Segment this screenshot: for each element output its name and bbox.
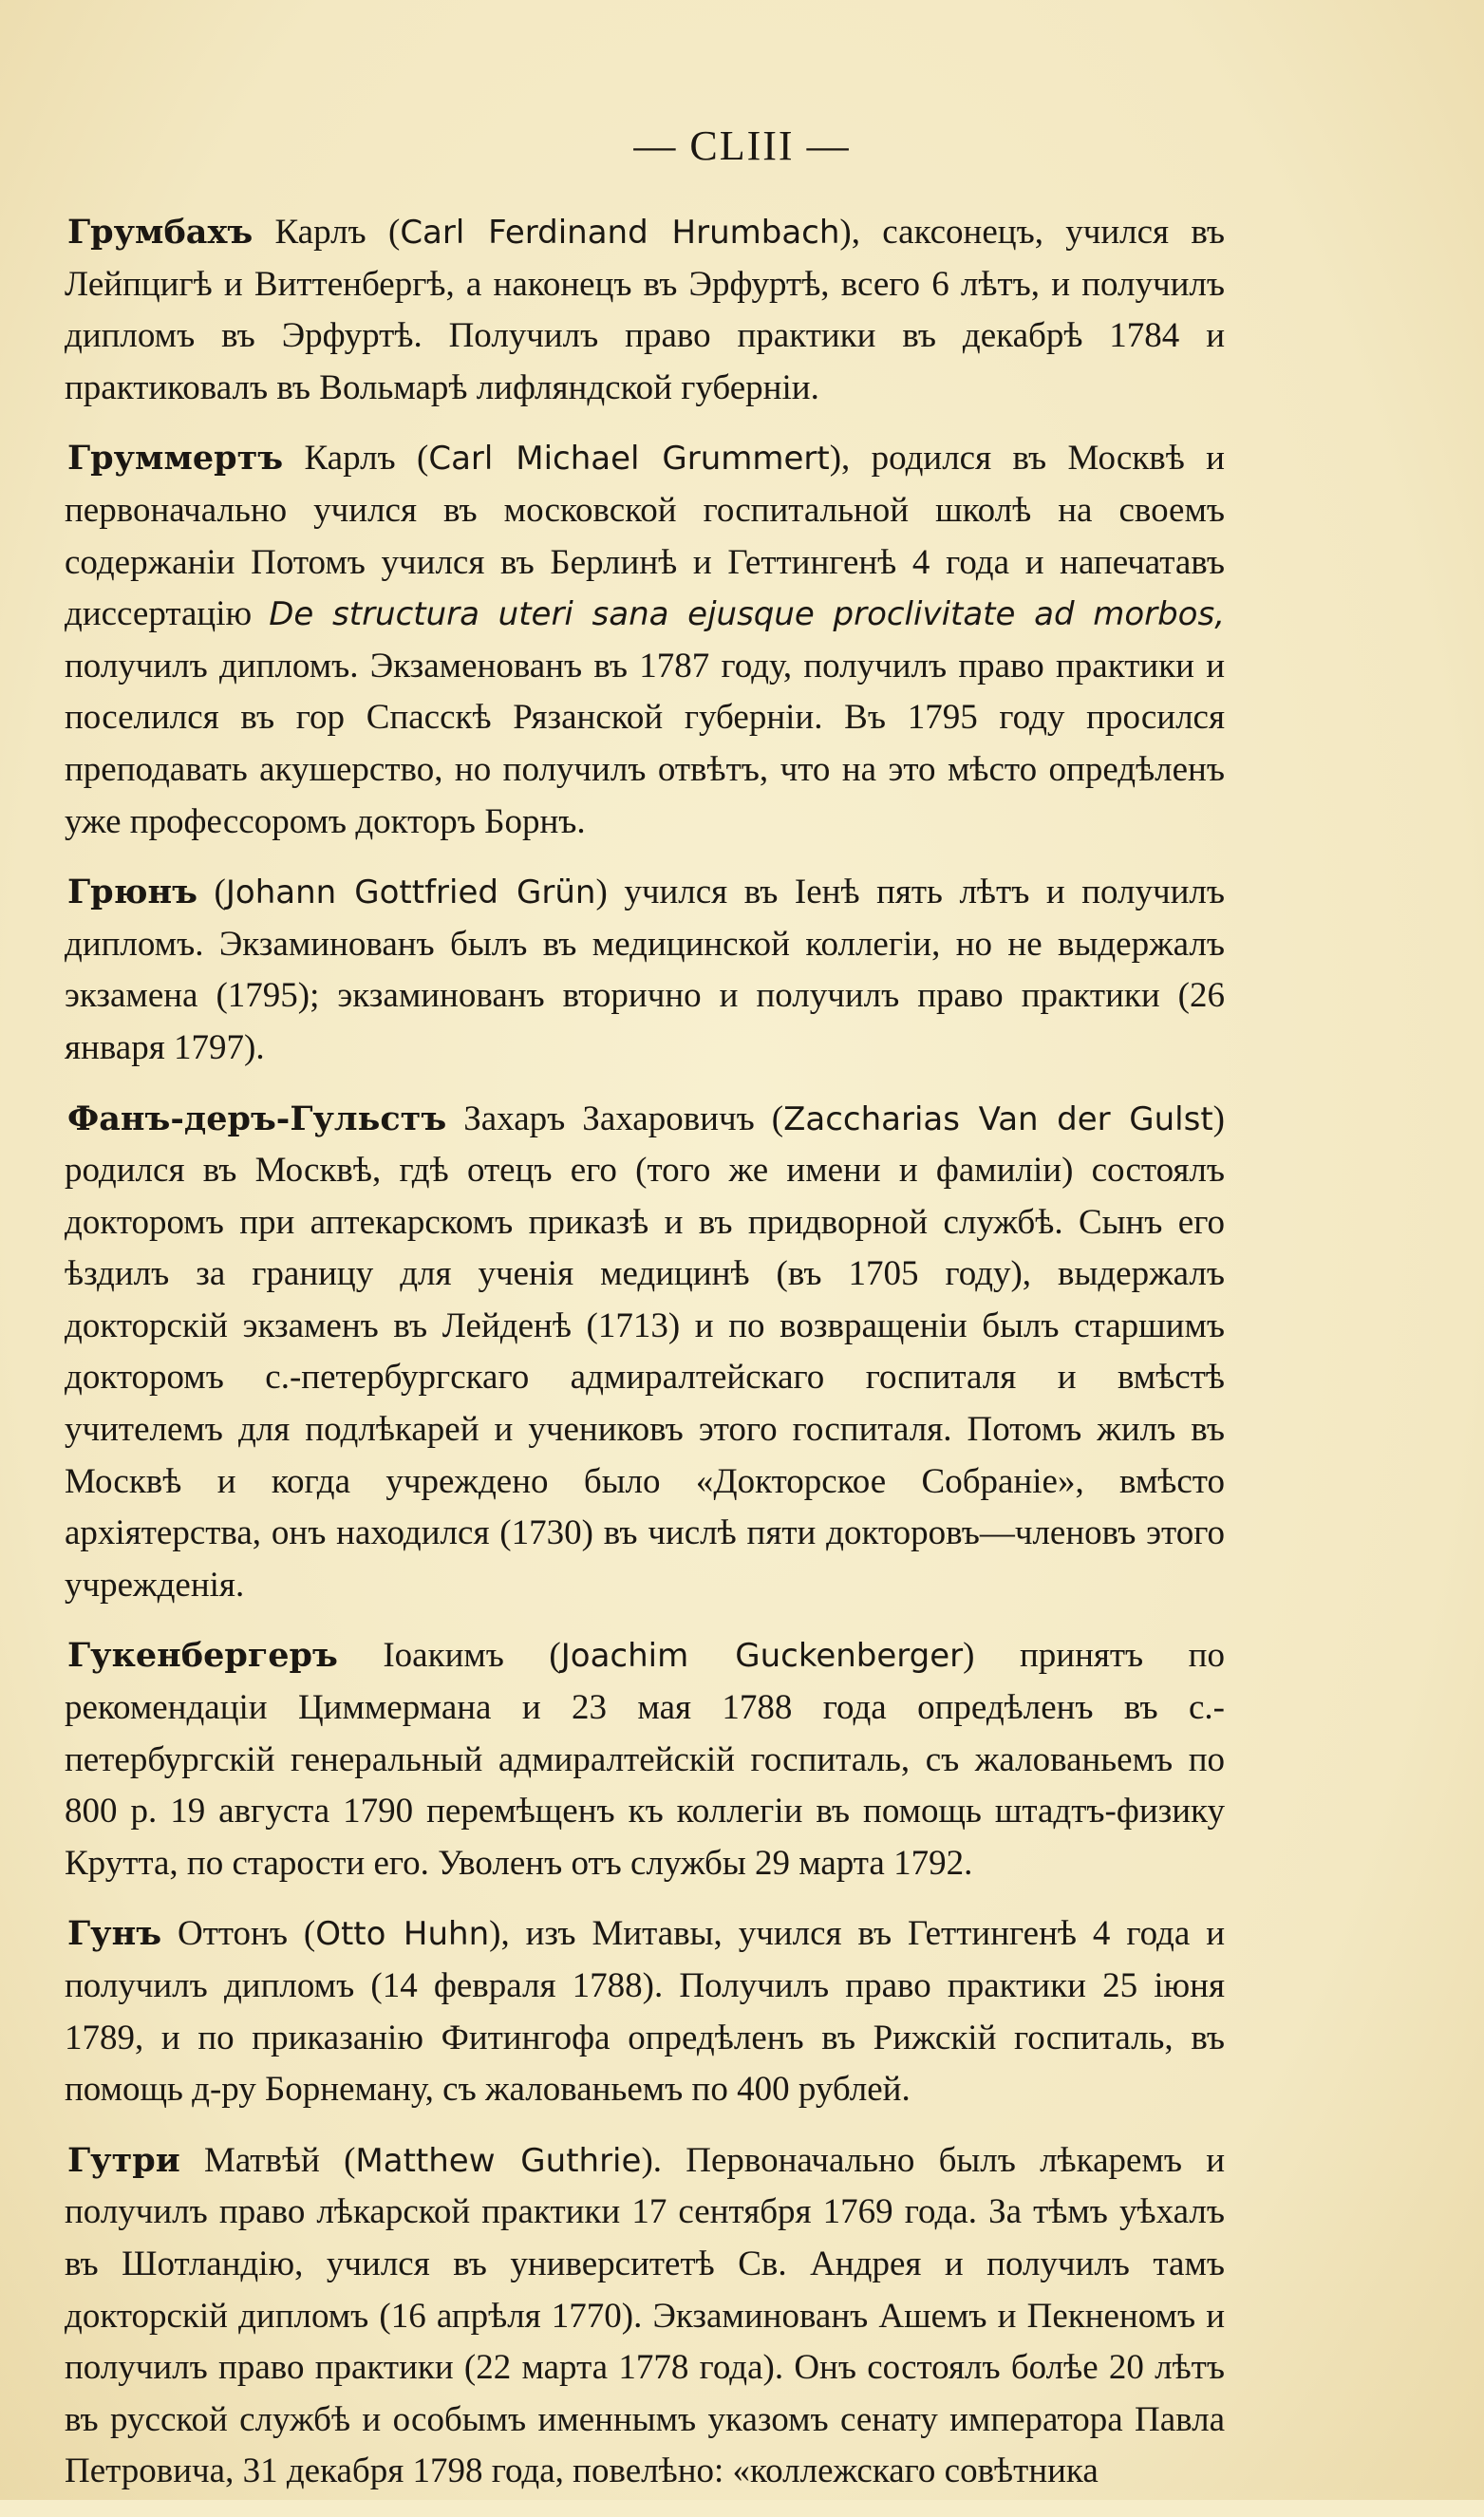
entry-name: Грумбахъ bbox=[67, 213, 254, 252]
entry-name: Гукенбергеръ bbox=[67, 1636, 338, 1676]
entry-text: ) учился въ Іенѣ пять лѣтъ и получилъ дипломъ. Экзаминованъ былъ въ медицинской коллегіи, но не выдержалъ экзамена (1795); экзаминованъ вторично и получилъ право практики (26 января 1797). bbox=[65, 873, 1225, 1067]
entry-text: Карлъ ( bbox=[283, 439, 429, 479]
entry-paragraph bbox=[65, 433, 1225, 848]
entry-text: ). Первоначально былъ лѣкаремъ и получилъ право лѣкарской практики 17 сентября 1769 года. За тѣмъ уѣхалъ въ Шотландію, учился въ университетѣ Св. Андрея и получилъ тамъ докторскій дипломъ (16 апрѣля 1770). Экзаминованъ Ашемъ и Пекненомъ и получилъ право практики (22 марта 1778 года). Онъ состоялъ болѣе 20 лѣтъ въ русской службѣ и особымъ именнымъ указомъ сенату императора Павла Петровича, 31 декабря 1798 года, повелѣно: «коллежскаго совѣтника bbox=[65, 2140, 1225, 2491]
entry-name: Фанъ-деръ-Гульстъ bbox=[67, 1099, 447, 1138]
entry-name: Гутри bbox=[67, 2140, 180, 2180]
entry-paragraph bbox=[65, 1630, 1225, 1889]
entry-text: Оттонъ ( bbox=[161, 1914, 316, 1954]
entry-paragraph bbox=[65, 1094, 1225, 1612]
latin-name: Carl Ferdinand Hrumbach bbox=[400, 214, 840, 252]
entry-paragraph bbox=[65, 867, 1225, 1074]
entry-text: Іоакимъ ( bbox=[337, 1636, 561, 1676]
entry-text: Карлъ ( bbox=[253, 213, 401, 252]
latin-name: Zaccharias Van der Gulst bbox=[783, 1099, 1213, 1138]
entry-text: получилъ дипломъ. Экзаменованъ въ 1787 году, получилъ право практики и поселился въ гор Спасскѣ Рязанской губерніи. Въ 1795 году просился преподавать акушерство, но получилъ отвѣтъ, что на это мѣсто опредѣленъ уже профессоромъ докторъ Борнъ. bbox=[65, 646, 1225, 841]
entry-name: Груммертъ bbox=[67, 439, 284, 479]
entry-text: ( bbox=[197, 873, 226, 912]
entry-name: Грюнъ bbox=[67, 873, 197, 912]
entry-paragraph bbox=[65, 1908, 1225, 2115]
entry-text: ), саксонецъ, учился въ Лейпцигѣ и Виттенбергѣ, а наконецъ въ Эрфуртѣ, всего 6 лѣтъ, и получилъ дипломъ въ Эрфуртѣ. Получилъ право практики въ декабрѣ 1784 и практиковалъ въ Вольмарѣ лифляндской губерніи. bbox=[65, 213, 1226, 407]
entry-text: ), родился въ Москвѣ и первоначально учился въ московской госпитальной школѣ на своемъ содержаніи Потомъ учился въ Берлинѣ и Геттингенѣ 4 года и напечатавъ диссертацію bbox=[65, 439, 1225, 634]
latin-name: De structura uteri sana ejusque proclivitate ad morbos, bbox=[269, 595, 1226, 634]
latin-name: Joachim Guckenberger bbox=[560, 1637, 964, 1676]
entry-text: ) родился въ Москвѣ, гдѣ отецъ его (того же имени и фамиліи) состоялъ докторомъ при аптекарскомъ приказѣ и въ придворной службѣ. Сынъ его ѣздилъ за границу для ученія медицинѣ (въ 1705 году), выдержалъ докторскій экзаменъ въ Лейденѣ (1713) и по возвращеніи былъ старшимъ докторомъ с.-петербургскаго адмиралтейскаго госпиталя и вмѣстѣ учителемъ для подлѣкарей и учениковъ этого госпиталя. Потомъ жилъ въ Москвѣ и когда учреждено было «Докторское Собраніе», вмѣсто архіятерства, онъ находился (1730) въ числѣ пяти докторовъ—членовъ этого учрежденія. bbox=[65, 1099, 1225, 1605]
document-body bbox=[65, 207, 1225, 2517]
latin-name: Carl Michael Grummert bbox=[428, 440, 830, 479]
entry-text: Матвѣй ( bbox=[179, 2140, 356, 2180]
entry-text: Захаръ Захаровичъ ( bbox=[446, 1099, 784, 1138]
entry-name: Гунъ bbox=[67, 1914, 162, 1954]
latin-name: Matthew Guthrie bbox=[355, 2141, 642, 2180]
entry-text: ) принятъ по рекомендаціи Циммермана и 23 мая 1788 года опредѣленъ въ с.-петербургскій генеральный адмиралтейскій госпиталь, съ жалованьемъ по 800 р. 19 августа 1790 перемѣщенъ къ коллегіи въ помощь штадтъ-физику Крутта, по старости его. Уволенъ отъ службы 29 марта 1792. bbox=[65, 1636, 1225, 1883]
page-header: — CLIII — bbox=[633, 122, 851, 169]
entry-text: ), изъ Митавы, учился въ Геттингенѣ 4 года и получилъ дипломъ (14 февраля 1788). Получилъ право практики 25 іюня 1789, и по приказанію Фитингофа опредѣленъ въ Рижскій госпиталь, въ помощь д-ру Борнеману, съ жалованьемъ по 400 рублей. bbox=[65, 1914, 1225, 2110]
latin-name: Johann Gottfried Grün bbox=[225, 873, 596, 912]
latin-name: Otto Huhn bbox=[315, 1915, 490, 1954]
entry-paragraph bbox=[65, 2135, 1225, 2498]
entry-paragraph bbox=[65, 207, 1225, 414]
